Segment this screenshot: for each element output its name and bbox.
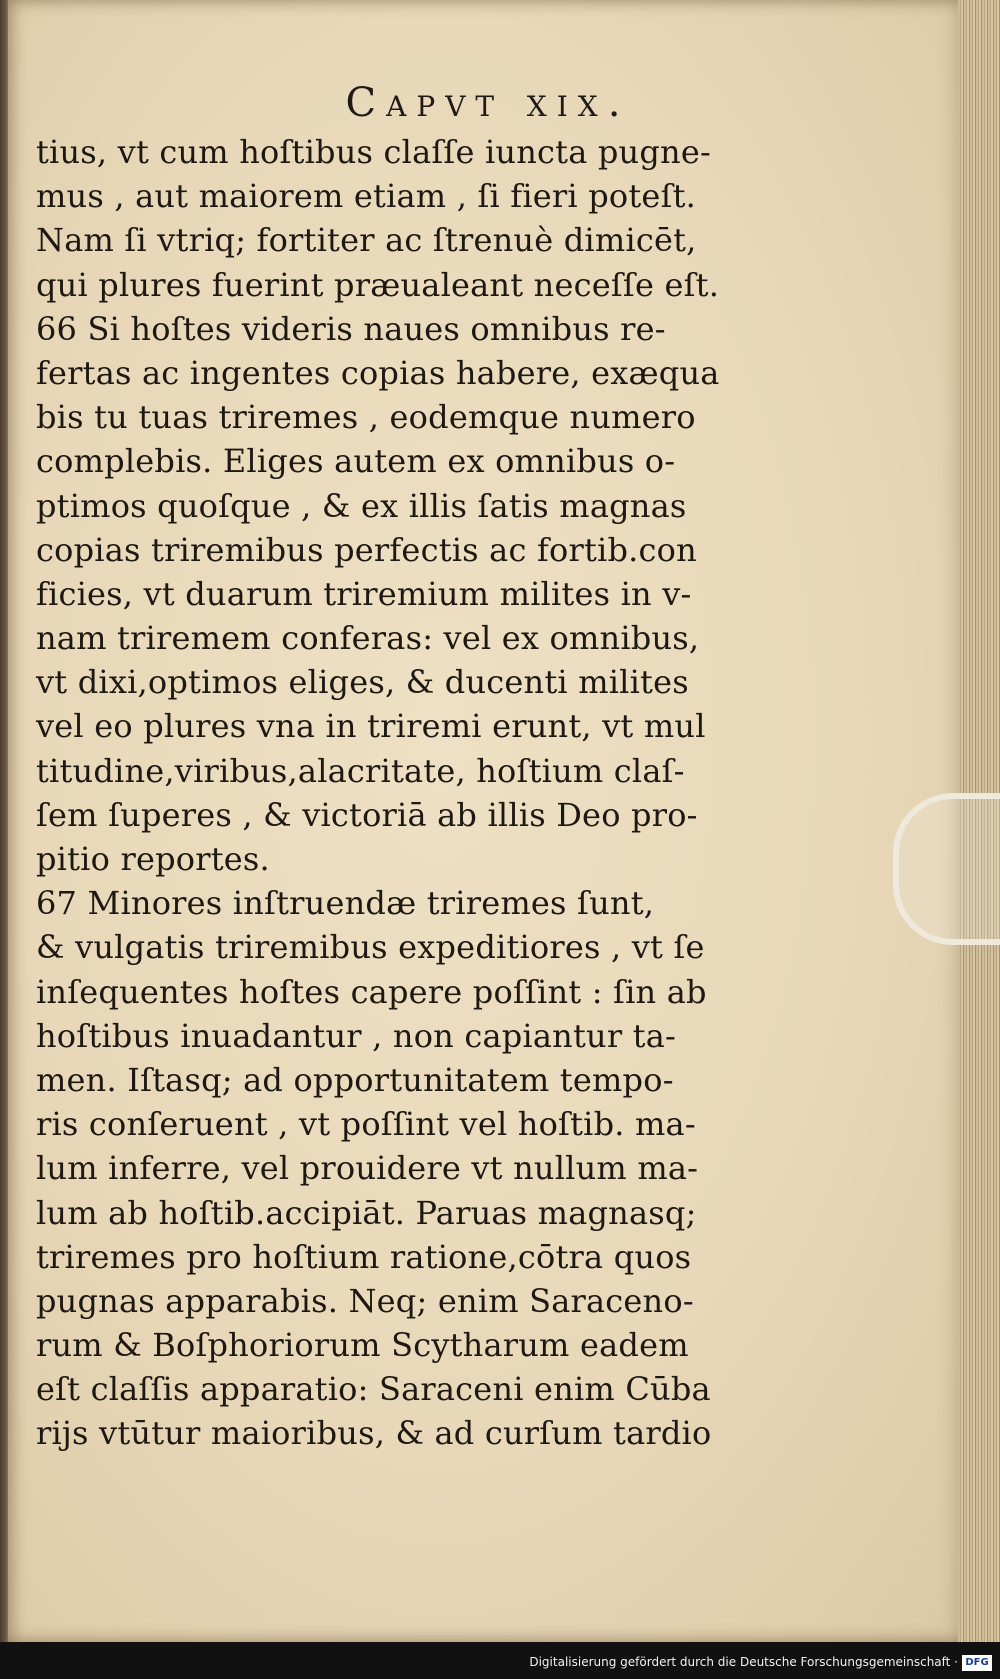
text-line: nam triremem conferas: vel ex omnibus,	[36, 619, 700, 658]
text-line: lum ab hoſtib.accipiāt. Paruas magnasq;	[36, 1193, 697, 1232]
text-line: ptimos quoſque , & ex illis ſatis magnas	[36, 486, 687, 525]
text-line: qui plures fuerint præualeant neceſſe eſt.	[36, 265, 720, 304]
text-line: hoſtibus inuadantur , non capiantur ta-	[36, 1016, 677, 1055]
text-line: tius, vt cum hoſtibus claſſe iuncta pugne-	[36, 133, 711, 171]
text-line: bis tu tuas triremes , eodemque numero	[36, 398, 696, 437]
text-line: eſt claſſis apparatio: Saraceni enim Cūba	[36, 1370, 711, 1409]
text-line: rijs vtūtur maioribus, & ad curſum tardio	[36, 1414, 712, 1453]
text-line: vt dixi,optimos eliges, & ducenti milites	[36, 663, 689, 702]
text-line: fertas ac ingentes copias habere, exæqua	[36, 353, 720, 392]
text-line: triremes pro hoſtium ratione,cōtra quos	[36, 1237, 692, 1276]
text-line: copias triremibus perfectis ac fortib.con	[36, 530, 697, 569]
body-text	[36, 130, 756, 1456]
book-page	[8, 0, 966, 1642]
running-head: Capvt xix.	[345, 80, 631, 126]
text-line: inſequentes hoſtes capere poſſint : ſin ab	[36, 972, 707, 1011]
text-line: pugnas apparabis. Neq; enim Saraceno-	[36, 1281, 694, 1320]
text-line: lum inferre, vel prouidere vt nullum ma-	[36, 1149, 699, 1188]
funding-credit: Digitalisierung gefördert durch die Deutsche Forschungsgemeinschaft ·	[529, 1655, 958, 1669]
text-line: Nam ſi vtriq; fortiter ac ſtrenuè dimicēt,	[36, 221, 697, 260]
text-line: complebis. Eliges autem ex omnibus o-	[36, 442, 676, 481]
text-line: & vulgatis triremibus expeditiores , vt ſe	[36, 928, 705, 967]
text-line: mus , aut maiorem etiam , ſi fieri poteſt.	[36, 177, 697, 216]
text-line: titudine,viribus,alacritate, hoſtium claſ-	[36, 751, 685, 790]
footer-bar	[0, 1642, 1000, 1679]
text-line: rum & Boſphoriorum Scytharum eadem	[36, 1326, 689, 1365]
text-line: pitio reportes.	[36, 840, 270, 878]
dfg-logo: DFG	[962, 1655, 992, 1671]
book-clasp	[893, 793, 1000, 945]
text-line: 67 Minores inſtruendæ triremes ſunt,	[36, 884, 655, 923]
text-line: 66 Si hoſtes videris naues omnibus re-	[36, 309, 666, 348]
text-line: ris conſeruent , vt poſſint vel hoſtib. ma-	[36, 1105, 696, 1144]
text-line: ficies, vt duarum triremium milites in v-	[36, 574, 692, 613]
text-line: vel eo plures vna in triremi erunt, vt mul	[36, 707, 706, 746]
text-line: ſem ſuperes , & victoriā ab illis Deo pro-	[36, 795, 698, 834]
text-line: men. Iſtasq; ad opportunitatem tempo-	[36, 1060, 674, 1099]
